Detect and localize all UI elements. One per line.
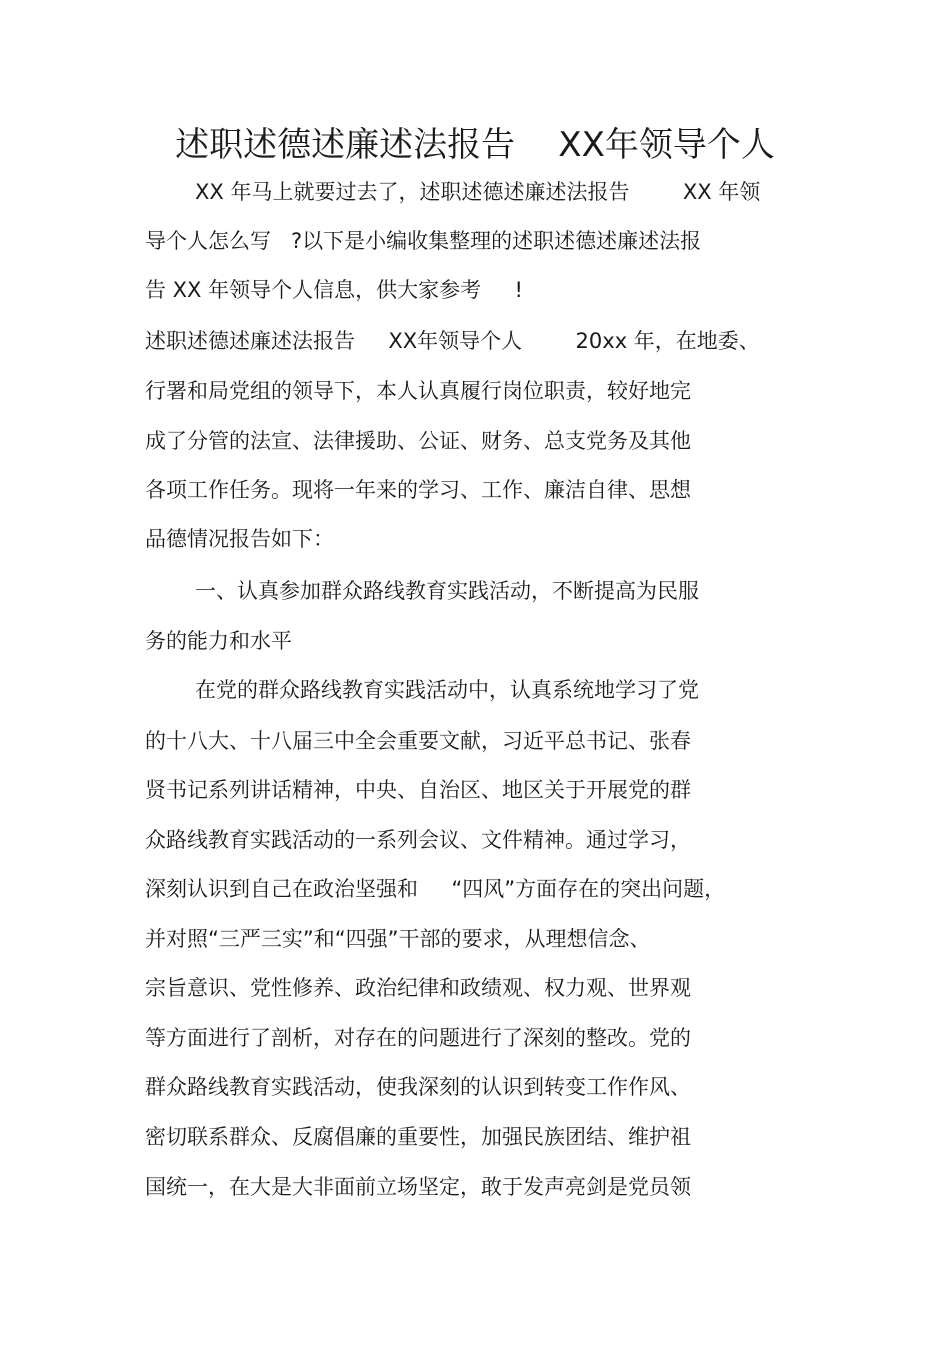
paragraph-line: 成了分管的法宣、法律援助、公证、财务、总支党务及其他 [145,429,691,453]
paragraph-line: 宗旨意识、党性修养、政治纪律和政绩观、权力观、世界观 [145,976,691,1000]
paragraph-line: 并对照“三严三实”和“四强”干部的要求，从理想信念、 [145,927,651,951]
paragraph-line: 深刻认识到自己在政治坚强和 “四风”方面存在的突出问题， [145,877,726,901]
paragraph-line: 的十八大、十八届三中全会重要文献，习近平总书记、张春 [145,729,691,753]
paragraph-line: 在党的群众路线教育实践活动中，认真系统地学习了党 [195,678,699,702]
paragraph-line: 各项工作任务。现将一年来的学习、工作、廉洁自律、思想 [145,478,691,502]
section-heading-line: 务的能力和水平 [145,629,292,653]
paragraph-line: 告 XX 年领导个人信息，供大家参考 ! [145,278,523,302]
paragraph-line: 群众路线教育实践活动，使我深刻的认识到转变工作作风、 [145,1075,691,1099]
paragraph-line: XX 年马上就要过去了，述职述德述廉述法报告 XX 年领 [195,180,761,204]
paragraph-line: 品德情况报告如下： [145,527,334,551]
paragraph-line: 贤书记系列讲话精神，中央、自治区、地区关于开展党的群 [145,778,691,802]
paragraph-line: 众路线教育实践活动的一系列会议、文件精神。通过学习， [145,828,691,852]
paragraph-line: 密切联系群众、反腐倡廉的重要性，加强民族团结、维护祖 [145,1125,691,1149]
section-heading-line: 一、认真参加群众路线教育实践活动，不断提高为民服 [195,579,699,603]
document-title: 述职述德述廉述法报告 XX年领导个人 [175,125,775,165]
paragraph-line: 国统一，在大是大非面前立场坚定，敢于发声亮剑是党员领 [145,1175,691,1199]
paragraph-line: 行署和局党组的领导下，本人认真履行岗位职责，较好地完 [145,379,691,403]
paragraph-line: 导个人怎么写 ?以下是小编收集整理的述职述德述廉述法报 [145,229,702,253]
paragraph-line: 述职述德述廉述法报告 XX年领导个人 20xx 年，在地委、 [145,329,760,353]
paragraph-line: 等方面进行了剖析，对存在的问题进行了深刻的整改。党的 [145,1026,691,1050]
